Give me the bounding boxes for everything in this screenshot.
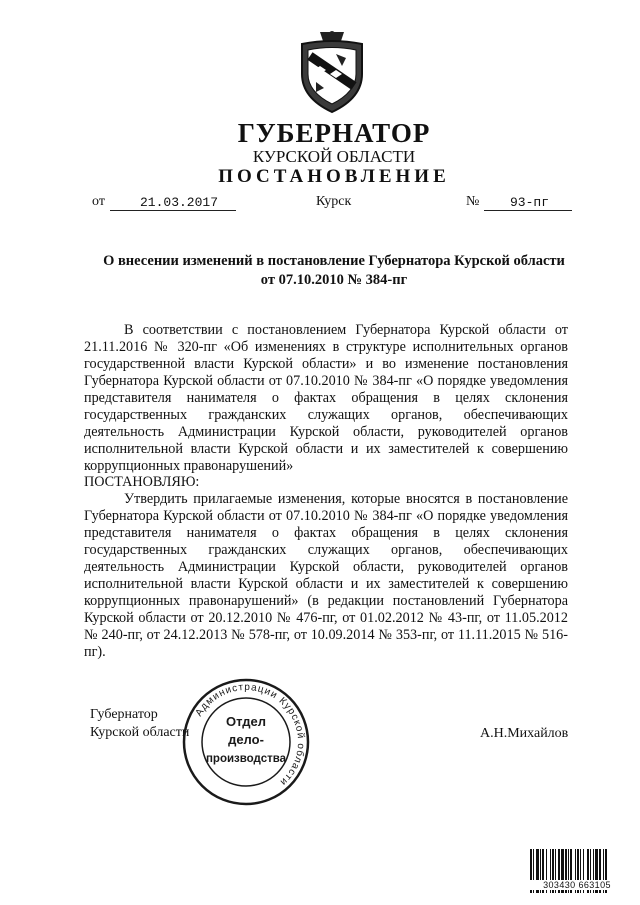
stamp-line-1: Отдел (225, 714, 267, 729)
signatory-name: А.Н.Михайлов (480, 726, 569, 741)
body-paragraph-1: В соответствии с постановлением Губернатора Курской области от 21.11.2016 № 320-пг «Об изменениях в структуре исполнительных органов государственной власти Курской области» и во изменение постановления Губернатора Курской области от 07.10.2010 № 384-пг «О порядке уведомления представителя нанимателя о фактах обращения в целях склонения государственных гражданских служащих органов, обеспечивающих деятельность Администрации Курской области, руководителей органов исполнительной власти Курской области и их заместителей к совершению коррупционных правонарушений» (84, 322, 568, 474)
subject-line-2: от 07.10.2010 № 384-пг (260, 272, 408, 288)
document-number: 93-пг (510, 195, 550, 210)
date-underline (110, 210, 236, 211)
stamp-ring-text: Администрации Курской области (193, 681, 307, 788)
document-subject (84, 252, 584, 290)
document-type: ПОСТАНОВЛЕНИЕ (218, 166, 450, 187)
subject-line-1: О внесении изменений в постановление Губернатора Курской области (103, 253, 565, 269)
document-city: Курск (316, 194, 352, 209)
coat-of-arms-icon (296, 28, 368, 116)
stamp-line-3: производства (205, 753, 287, 765)
resolve-statement: ПОСТАНОВЛЯЮ: (84, 474, 200, 490)
office-stamp (180, 676, 312, 808)
document-date: 21.03.2017 (140, 195, 219, 210)
date-prefix: от (92, 194, 105, 209)
number-prefix: № (466, 194, 480, 209)
region-name: КУРСКОЙ ОБЛАСТИ (252, 147, 416, 166)
signatory-position-line-1: Губернатор (90, 707, 158, 722)
barcode-number: 303430 663105 (529, 880, 625, 890)
body-paragraph-2: Утвердить прилагаемые изменения, которые вносятся в постановление Губернатора Курской области от 07.10.2010 № 384-пг «О порядке уведомления представителя нанимателя о фактах обращения в целях склонения государственных гражданских служащих органов, обеспечивающих деятельность Администрации Курской области, руководителей органов исполнительной власти Курской области и их заместителей к совершению коррупционных правонарушений» (в редакции постановлений Губернатора Курской области от 20.12.2010 № 476-пг, от 01.02.2012 № 43-пг, от 11.05.2012 № 240-пг, от 24.12.2013 № 578-пг, от 10.09.2014 № 353-пг, от 11.11.2015 № 516-пг). (84, 491, 568, 660)
document-title: ГУБЕРНАТОР (237, 118, 431, 148)
stamp-line-2: дело- (228, 732, 264, 747)
number-underline (484, 210, 572, 211)
signatory-position-line-2: Курской области (90, 725, 190, 740)
